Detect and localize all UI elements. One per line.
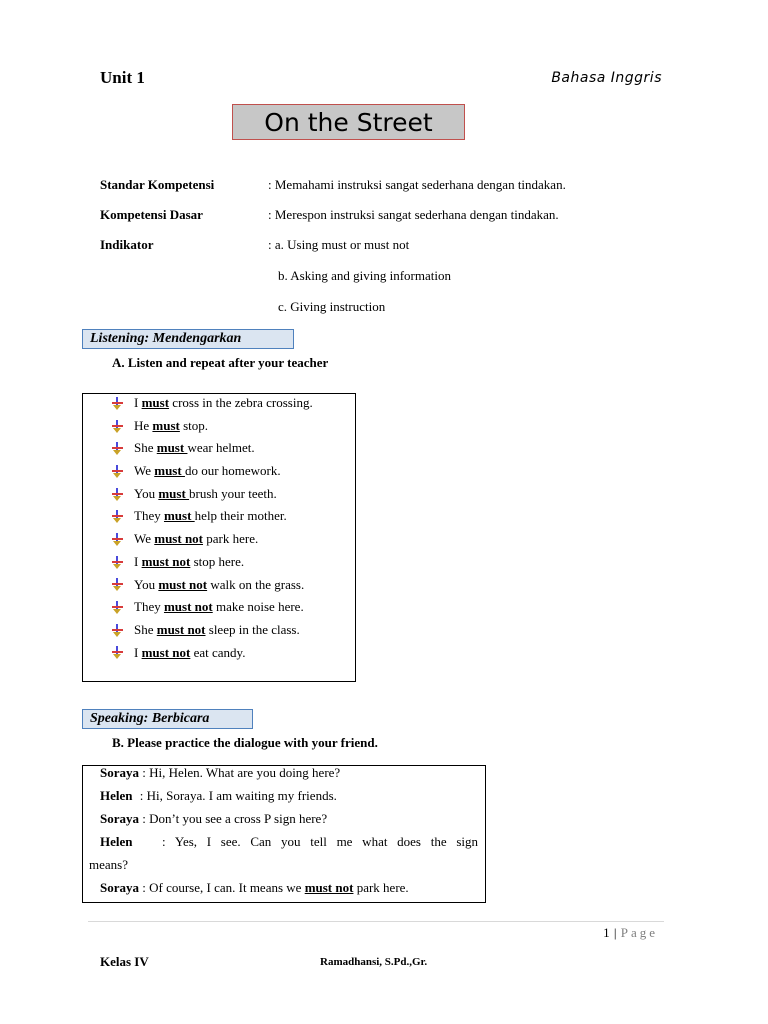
page-word: Page [620, 925, 658, 940]
sentence-start: They [134, 508, 164, 524]
arrow-down-icon [112, 578, 123, 591]
meta-label-standar: Standar Kompetensi [100, 177, 215, 192]
list-item [112, 483, 313, 506]
list-item [112, 505, 313, 528]
sentence-end: walk on the grass. [207, 576, 305, 592]
list-item [112, 596, 313, 619]
list-item [112, 460, 313, 483]
sentence-end: eat candy. [190, 644, 246, 660]
dialogue-line [100, 785, 337, 808]
arrow-down-icon [112, 646, 123, 659]
sentence-start: I [134, 553, 142, 569]
keyword-must: must [154, 463, 185, 479]
arrow-down-icon [112, 488, 123, 501]
dialogue-line [100, 762, 340, 785]
sentence-end: make noise here. [212, 599, 304, 615]
list-item [112, 415, 313, 438]
list-item [112, 551, 313, 574]
footer-class: Kelas IV [100, 954, 149, 969]
sentence-end: help their mother. [194, 508, 287, 524]
meta-label-indikator: Indikator [100, 237, 154, 252]
arrow-down-icon [112, 465, 123, 478]
page-title: On the Street [264, 107, 433, 137]
sentence-end: do our homework. [184, 463, 281, 479]
indicator-c: c. Giving instruction [278, 299, 386, 314]
dialogue-line-continued: means? [89, 857, 128, 872]
sentence-end: cross in the zebra crossing. [169, 395, 313, 410]
sentence-start: We [134, 531, 155, 547]
sentence-end: park here. [203, 531, 259, 547]
sentence-start: We [134, 463, 155, 479]
dialogue-line [100, 831, 478, 854]
sentence-start: She [134, 621, 157, 637]
dialogue-text: : Hi, Soraya. I am waiting my friends. [136, 788, 337, 803]
speaking-instruction: B. Please practice the dialogue with your friend. [112, 735, 378, 750]
subject-label: Bahasa Inggris [551, 70, 662, 86]
dialogue-line [100, 877, 409, 900]
dialogue-text: : Hi, Helen. What are you doing here? [139, 765, 341, 780]
keyword-must-not: must not [304, 880, 354, 895]
arrow-down-icon [112, 442, 123, 455]
list-item [112, 392, 313, 415]
keyword-must: must [141, 395, 170, 410]
speaker-name: Soraya [100, 765, 139, 780]
speaker-name: Soraya [100, 880, 139, 895]
keyword-must: must not [154, 531, 204, 547]
sentence-end: stop here. [190, 553, 245, 569]
title-banner [232, 104, 465, 140]
dialogue-text: park here. [353, 880, 409, 895]
sentence-start: You [134, 576, 159, 592]
sentence-end: stop. [179, 417, 209, 433]
list-item [112, 642, 313, 665]
keyword-must: must not [141, 644, 191, 660]
footer-divider [88, 921, 664, 922]
keyword-must: must [152, 417, 180, 433]
footer-author: Ramadhansi, S.Pd.,Gr. [320, 956, 428, 968]
meta-value-indikator: : a. Using must or must not [268, 237, 410, 252]
listening-tab: Listening: Mendengarkan [82, 329, 294, 349]
keyword-must: must not [156, 621, 206, 637]
dialogue-text: : Of course, I can. It means we [139, 880, 305, 895]
arrow-down-icon [112, 624, 123, 637]
sentence-start: I [134, 395, 142, 410]
keyword-must: must not [163, 599, 213, 615]
meta-value-dasar: : Merespon instruksi sangat sederhana dengan tindakan. [268, 207, 559, 222]
listening-instruction: A. Listen and repeat after your teacher [112, 355, 329, 370]
sentence-start: She [134, 440, 157, 456]
sentence-start: I [134, 644, 142, 660]
speaker-name: Soraya [100, 811, 139, 826]
listening-list [112, 392, 313, 664]
keyword-must: must not [158, 576, 208, 592]
arrow-down-icon [112, 556, 123, 569]
dialogue-text: : Yes, I see. Can you tell me what does the sign [162, 834, 478, 849]
list-item [112, 437, 313, 460]
keyword-must: must [156, 440, 188, 456]
list-item [112, 528, 313, 551]
arrow-down-icon [112, 420, 123, 433]
page-number-value: 1 | [603, 925, 621, 940]
meta-label-dasar: Kompetensi Dasar [100, 207, 203, 222]
unit-label: Unit 1 [100, 68, 145, 87]
arrow-down-icon [112, 397, 123, 410]
arrow-down-icon [112, 510, 123, 523]
speaking-tab: Speaking: Berbicara [82, 709, 253, 729]
list-item [112, 619, 313, 642]
sentence-end: brush your teeth. [189, 485, 277, 501]
keyword-must: must [163, 508, 195, 524]
sentence-start: They [134, 599, 164, 615]
page-number [603, 925, 658, 941]
meta-value-standar: : Memahami instruksi sangat sederhana dengan tindakan. [268, 177, 566, 192]
speaker-name: Helen [100, 788, 133, 803]
sentence-start: He [134, 417, 153, 433]
sentence-end: wear helmet. [187, 440, 255, 456]
dialogue-line [100, 808, 327, 831]
list-item [112, 574, 313, 597]
speaker-name: Helen [100, 834, 133, 849]
sentence-start: You [134, 485, 159, 501]
sentence-end: sleep in the class. [205, 621, 300, 637]
keyword-must: must not [141, 553, 191, 569]
indicator-b: b. Asking and giving information [278, 268, 451, 283]
arrow-down-icon [112, 601, 123, 614]
dialogue-text: : Don’t you see a cross P sign here? [139, 811, 328, 826]
keyword-must: must [158, 485, 190, 501]
arrow-down-icon [112, 533, 123, 546]
